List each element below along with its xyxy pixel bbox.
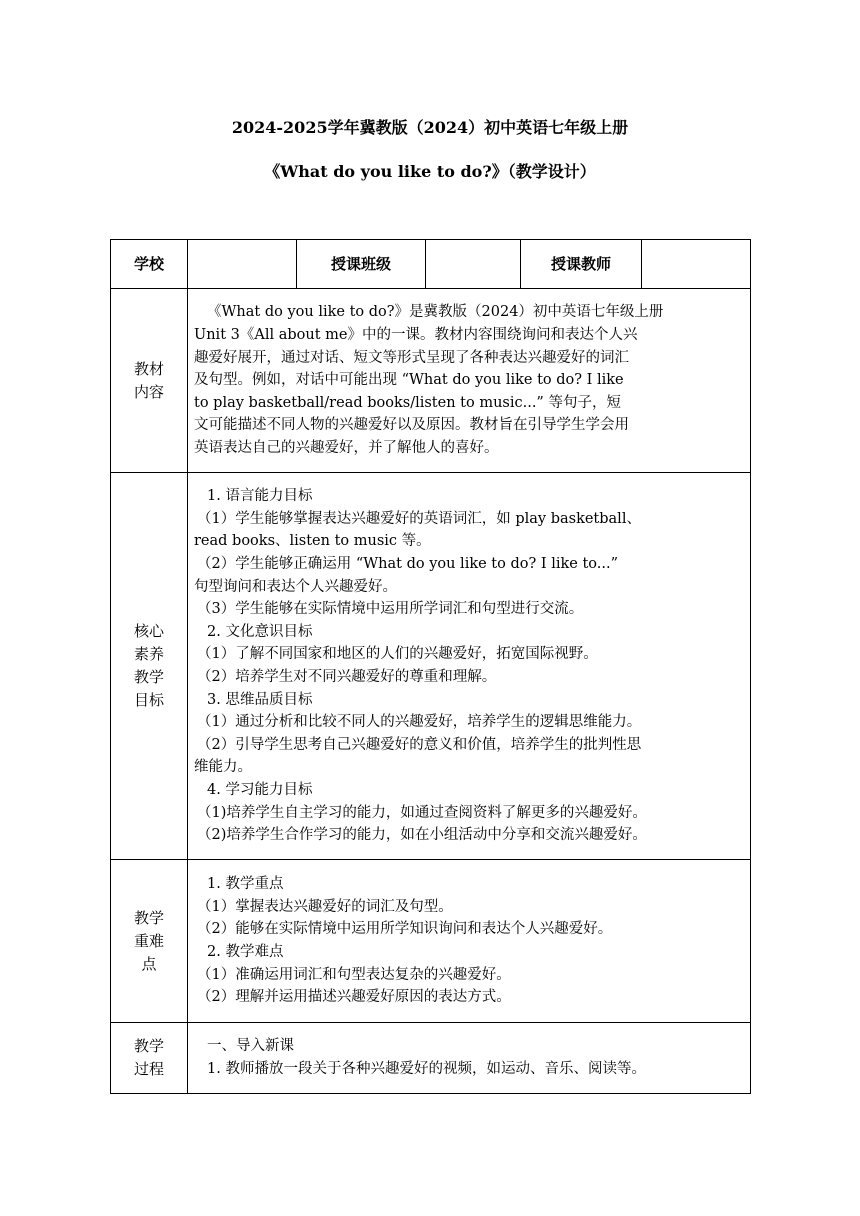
goals-line: read books、listen to music 等。 [194, 533, 431, 550]
goals-line: 句型询问和表达个人兴趣爱好。 [194, 578, 397, 595]
goals-label-text: 核心素养教学目标 [133, 622, 164, 709]
goals-line: （2）培养学生对不同兴趣爱好的尊重和理解。 [197, 669, 497, 685]
lesson-plan-table [110, 239, 751, 1094]
content-row [111, 289, 751, 473]
teacher-value [642, 240, 751, 289]
goals-line: （2）学生能够正确运用 “What do you like to do? I like to...” [197, 556, 619, 573]
goals-line: （1）通过分析和比较不同人的兴趣爱好，培养学生的逻辑思维能力。 [197, 714, 642, 731]
content-line: 英语表达自己的兴趣爱好，并了解他人的喜好。 [194, 439, 499, 456]
teacher-label: 授课教师 [521, 240, 642, 289]
content-line: 《What do you like to do?》是冀教版（2024）初中英语七年级上册 [207, 304, 664, 321]
goals-line: （1)培养学生自主学习的能力，如通过查阅资料了解更多的兴趣爱好。 [197, 804, 647, 821]
document-subtitle: 《What do you like to do?》（教学设计） [264, 162, 596, 181]
content-line: 文可能描述不同人物的兴趣爱好以及原因。教材旨在引导学生学会用 [194, 417, 629, 434]
process-row [111, 1023, 751, 1094]
process-label-text: 教学过程 [133, 1037, 164, 1078]
focus-line: （2）理解并运用描述兴趣爱好原因的表达方式。 [197, 989, 511, 1006]
content-text [188, 289, 751, 473]
focus-line: （1）准确运用词汇和句型表达复杂的兴趣爱好。 [197, 966, 511, 983]
school-value [188, 240, 297, 289]
goals-line: （2)培养学生合作学习的能力，如在小组活动中分享和交流兴趣爱好。 [197, 827, 647, 844]
goals-label [111, 473, 188, 860]
content-label [111, 289, 188, 473]
process-line: 一、导入新课 [207, 1038, 294, 1055]
goals-line: （1）学生能够掌握表达兴趣爱好的英语词汇，如 play basketball、 [197, 510, 641, 527]
goals-text [188, 473, 751, 860]
content-label-text: 教材内容 [133, 359, 164, 401]
school-label: 学校 [111, 240, 188, 289]
process-text [188, 1023, 751, 1094]
focus-line: （2）能够在实际情境中运用所学知识询问和表达个人兴趣爱好。 [197, 921, 613, 938]
focus-line: 1. 教学重点 [207, 876, 284, 893]
goals-line: 维能力。 [194, 759, 252, 776]
focus-row [111, 860, 751, 1023]
document-title: 2024-2025学年冀教版（2024）初中英语七年级上册 [231, 118, 629, 137]
class-value [426, 240, 521, 289]
goals-line: 4. 学习能力目标 [207, 781, 313, 798]
goals-line: （2）引导学生思考自己兴趣爱好的意义和价值，培养学生的批判性思 [197, 736, 642, 753]
goals-line: 2. 文化意识目标 [207, 623, 313, 640]
focus-label [111, 860, 188, 1023]
focus-text [188, 860, 751, 1023]
goals-line: 1. 语言能力目标 [207, 488, 313, 505]
content-line: 趣爱好展开，通过对话、短文等形式呈现了各种表达兴趣爱好的词汇 [194, 349, 629, 366]
class-label: 授课班级 [297, 240, 426, 289]
goals-line: （1）了解不同国家和地区的人们的兴趣爱好，拓宽国际视野。 [197, 646, 598, 663]
goals-line: （3）学生能够在实际情境中运用所学词汇和句型进行交流。 [197, 601, 584, 618]
focus-line: （1）掌握表达兴趣爱好的词汇及句型。 [197, 898, 453, 915]
focus-label-text: 教学重难点 [133, 908, 164, 973]
content-line: Unit 3《All about me》中的一课。教材内容围绕询问和表达个人兴 [194, 327, 638, 344]
process-label [111, 1023, 188, 1094]
content-line: to play basketball/read books/listen to music...” 等句子，短 [194, 394, 621, 411]
process-line: 1. 教师播放一段关于各种兴趣爱好的视频，如运动、音乐、阅读等。 [207, 1061, 646, 1077]
content-line: 及句型。例如，对话中可能出现 “What do you like to do? I like [194, 372, 624, 389]
goals-row [111, 473, 751, 860]
goals-line: 3. 思维品质目标 [207, 691, 313, 708]
header-row [111, 240, 751, 289]
focus-line: 2. 教学难点 [207, 944, 284, 960]
